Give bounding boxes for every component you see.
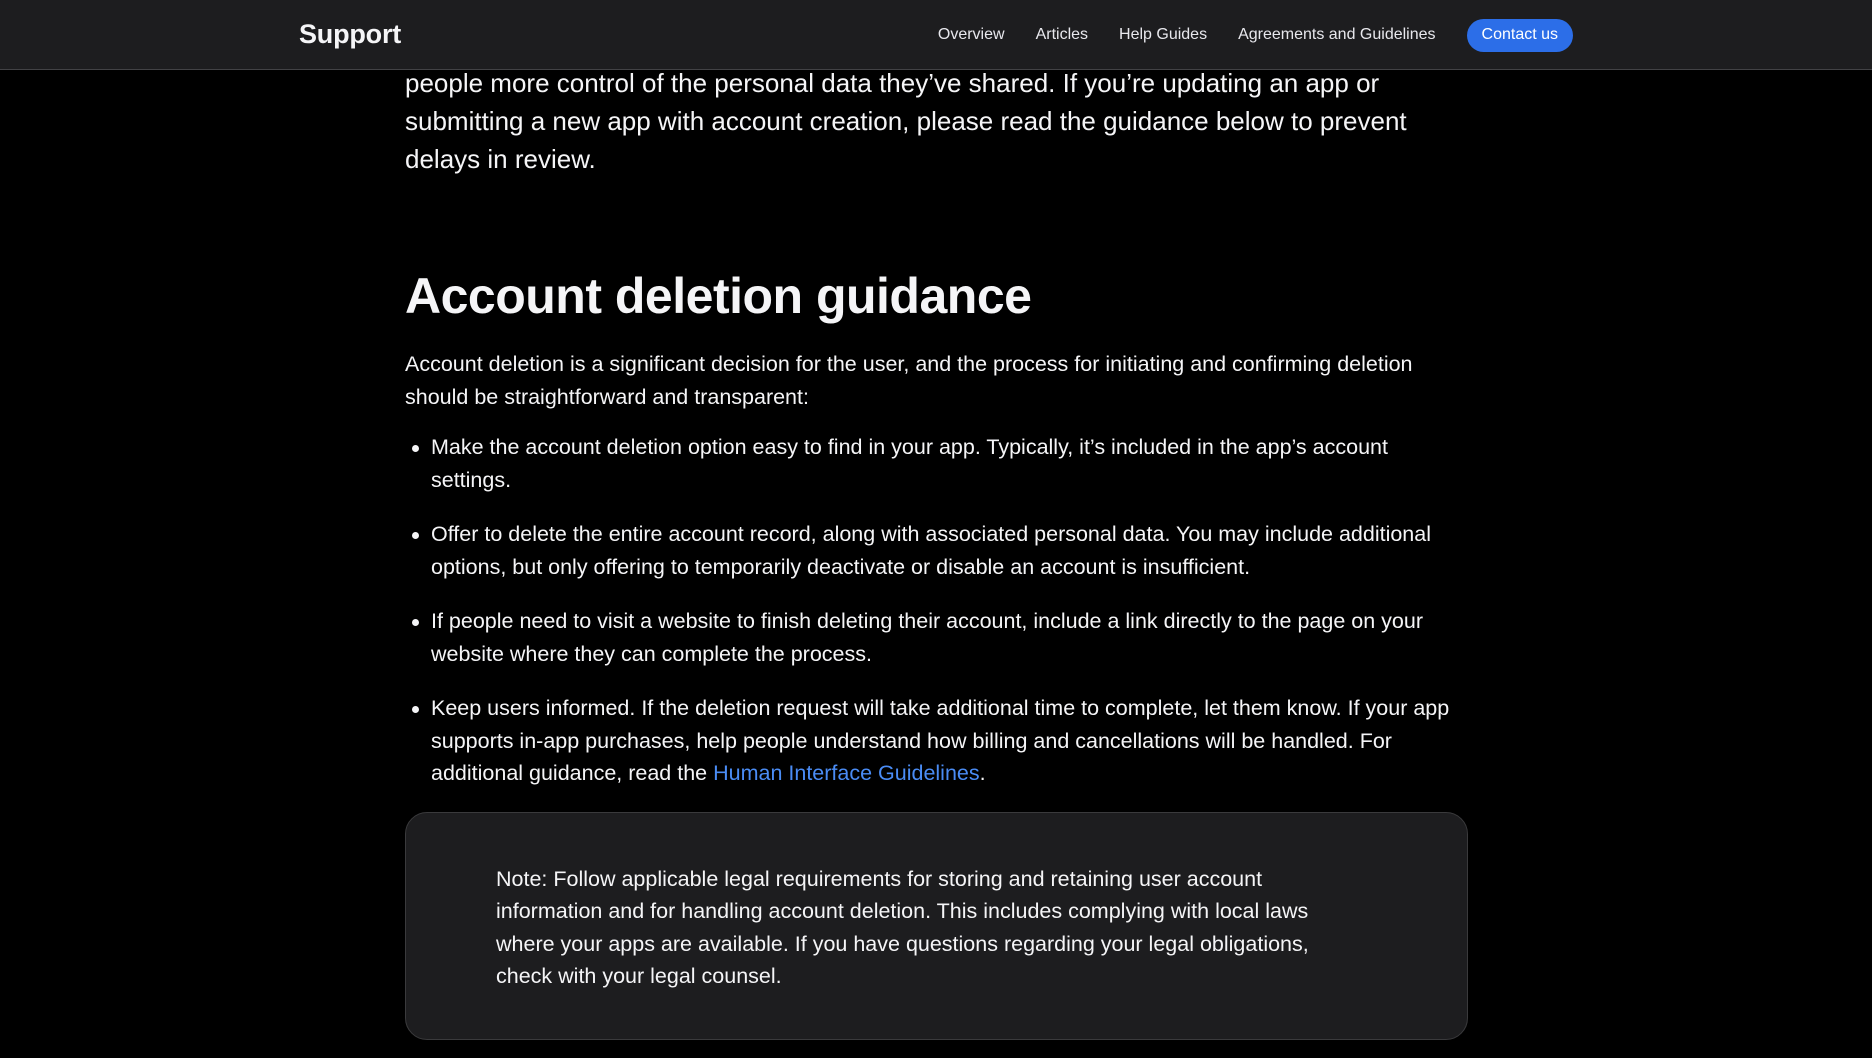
bullet-icon xyxy=(412,619,419,626)
bullet-icon xyxy=(412,445,419,452)
list-item-text: Offer to delete the entire account record, along with associated personal data. You may include additional options, but only offering to temporarily deactivate or disable an account is insufficient. xyxy=(431,522,1432,579)
guidance-list xyxy=(405,431,1470,790)
global-nav xyxy=(0,0,1872,70)
bullet-icon xyxy=(412,532,419,539)
nav-link-agreements[interactable]: Agreements and Guidelines xyxy=(1238,26,1436,43)
hig-link[interactable]: Human Interface Guidelines xyxy=(713,761,980,785)
list-item xyxy=(405,431,1470,496)
list-item-text: Keep users informed. If the deletion request will take additional time to complete, let them know. If your app supports in-app purchases, help people understand how billing and cancellations will be handled. For additional guidance, read the xyxy=(431,696,1450,785)
intro-paragraph: Account deletion is a significant decision for the user, and the process for initiating and confirming deletion should be straightforward and transparent: xyxy=(405,352,1413,409)
nav-links xyxy=(907,0,1573,70)
main-content xyxy=(405,64,1470,1040)
nav-link-articles[interactable]: Articles xyxy=(1035,26,1089,43)
list-item-text: If people need to visit a website to finish deleting their account, include a link directly to the page on your website where they can complete the process. xyxy=(431,609,1423,666)
list-item xyxy=(405,692,1470,790)
note-box xyxy=(405,812,1468,1040)
list-item xyxy=(405,605,1470,670)
contact-us-button[interactable]: Contact us xyxy=(1467,19,1573,52)
nav-link-overview[interactable]: Overview xyxy=(937,26,1005,43)
list-item-text: Make the account deletion option easy to find in your app. Typically, it’s included in the app’s account settings. xyxy=(431,435,1388,492)
list-item-end: . xyxy=(979,761,986,785)
lead-paragraph: people more control of the personal data they’ve shared. If you’re updating an app or submitting a new app with account creation, please read the guidance below to prevent delays in review. xyxy=(405,68,1407,174)
nav-link-help-guides[interactable]: Help Guides xyxy=(1119,26,1208,43)
bullet-icon xyxy=(412,706,419,713)
nav-title[interactable]: Support xyxy=(299,19,402,49)
page-heading: Account deletion guidance xyxy=(405,268,1032,324)
note-text: Note: Follow applicable legal requirements for storing and retaining user account information and for handling account deletion. This includes complying with local laws where your apps are available. If you have questions regarding your legal obligations, check with your legal counsel. xyxy=(496,866,1309,988)
list-item xyxy=(405,518,1470,583)
